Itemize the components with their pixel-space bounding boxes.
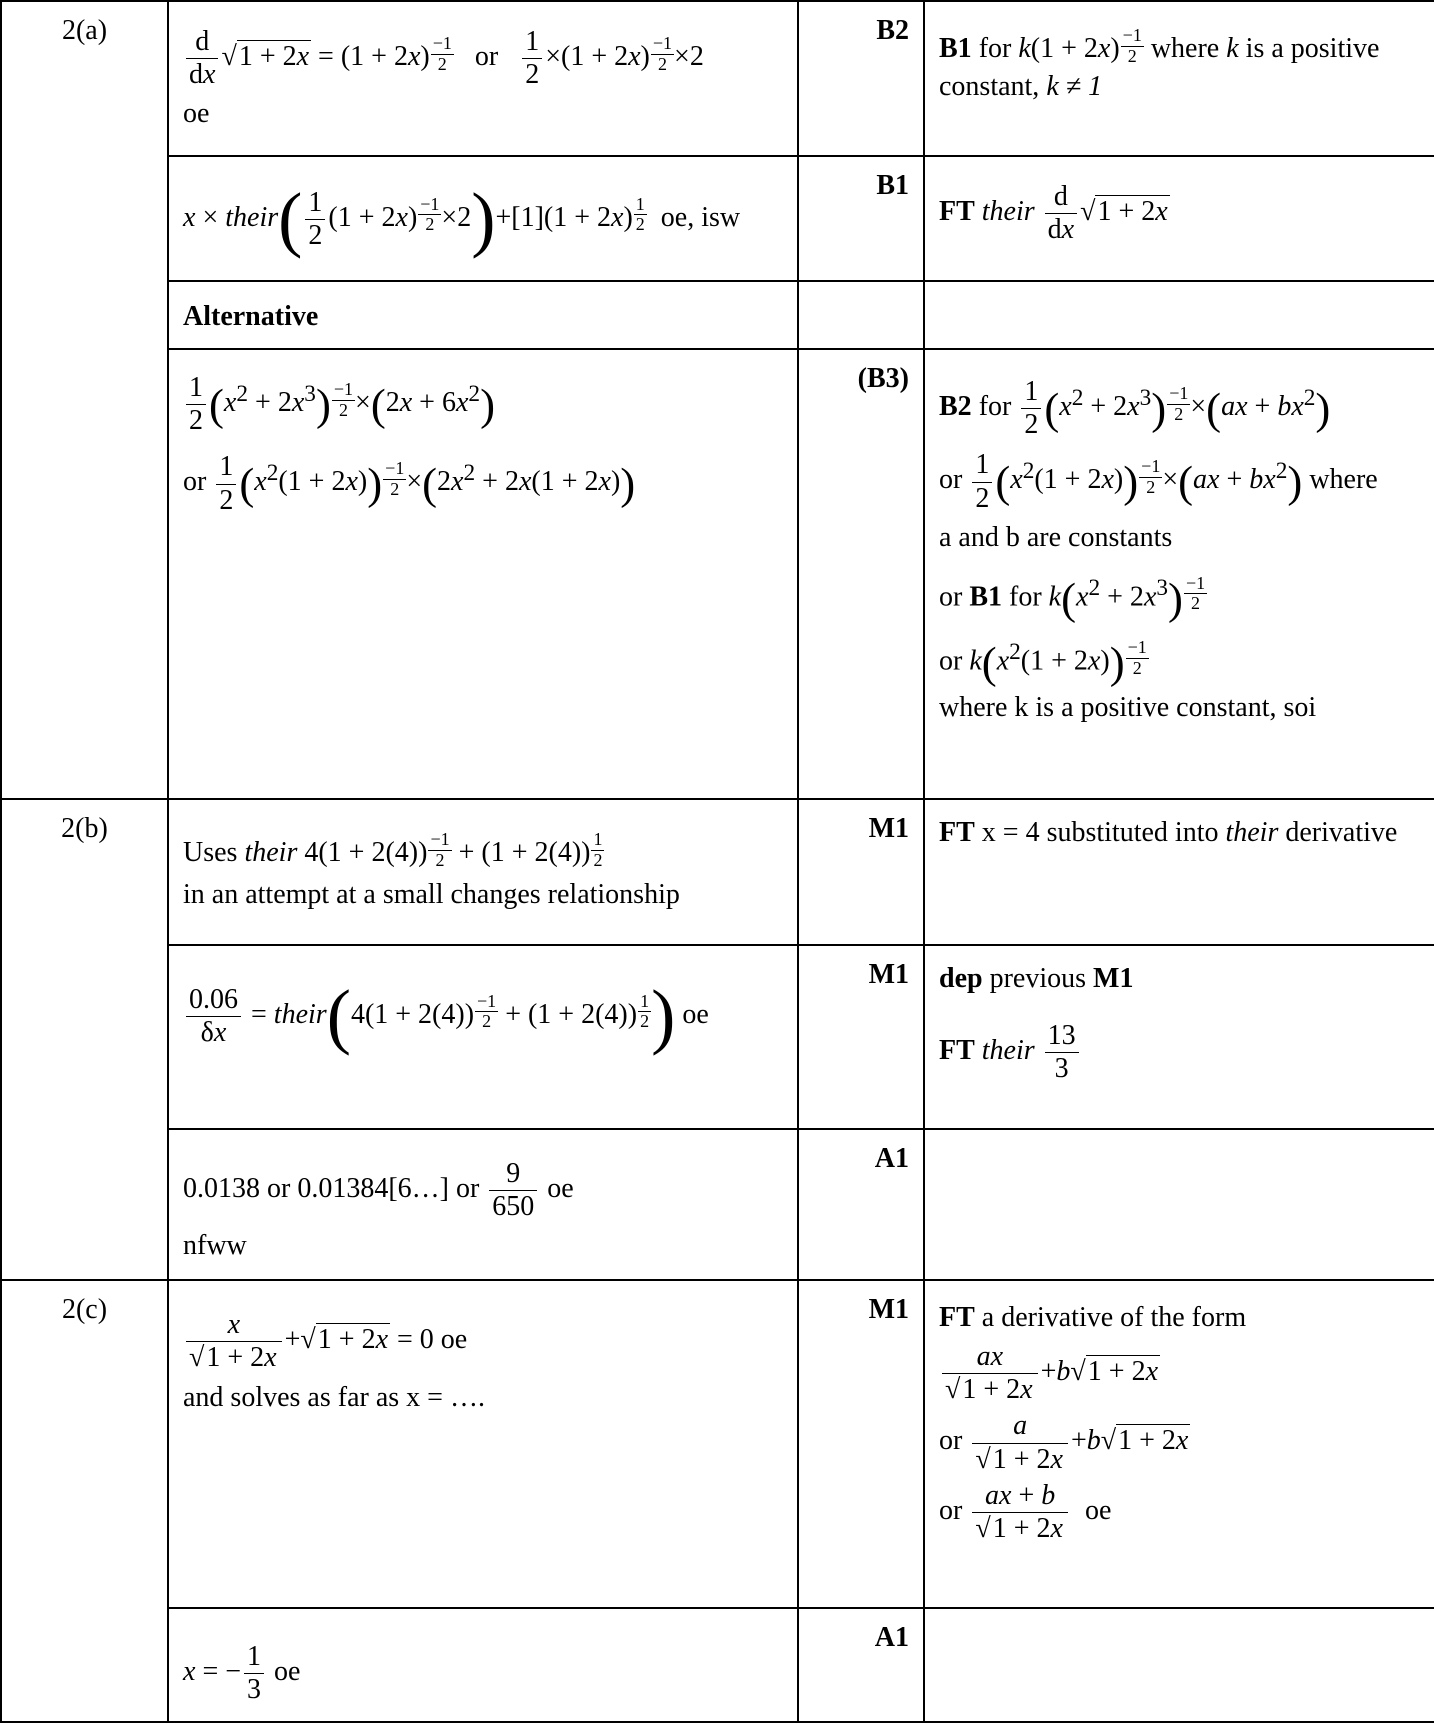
table-row: [1, 799, 1434, 945]
table-row: [1, 1280, 1434, 1608]
answer-cell: x = − $\frac{1}{3}$ oe: [168, 1608, 798, 1721]
alternative-heading: Alternative: [183, 301, 319, 332]
mark-cell: (B3): [798, 349, 924, 799]
answer-cell: 0.0138 or 0.01384[6…] or $\frac{9}{650}$ oe nfww: [168, 1129, 798, 1280]
guidance-cell: B1 for k(1 + 2x) $\frac{-1}{2}$ where k is a positive constant, k ≠ 1: [924, 1, 1434, 156]
guidance-cell: dep previous M1 FT their $\frac{13}{3}$: [924, 945, 1434, 1129]
guidance-cell: FT a derivative of the form $\frac{ax}{√1 + 2x}$ +b√1 + 2x or $\frac{a}{√1 + 2x}$ +b√1 + 2x or $\frac{ax + b}{√1 + 2x}$ oe: [924, 1280, 1434, 1608]
mark-cell: B1: [798, 156, 924, 281]
question-number: 2(a): [1, 1, 168, 799]
table-row: [1, 1, 1434, 156]
answer-cell: $\frac{d}{dx}$ √1 + 2x = (1 + 2x) $\frac{-1}{2}$ or $\frac{1}{2}$ ×(1 + 2x) $\frac{-1}{2}$ ×2 oe: [168, 1, 798, 156]
guidance-label: B1: [939, 33, 972, 65]
guidance-cell: [924, 1608, 1434, 1721]
answer-cell: $\frac{1}{2}$ $(x^2 + 2x^3)$ $\frac{-1}{2}$ $\times(2x + 6x^2)$ or $\frac{1}{2}$ $(x^2(1 + 2x))$ $\frac{-1}{2}$ $\times(2x^2 + 2x(1 + 2x))$: [168, 349, 798, 799]
mark-cell: [798, 281, 924, 349]
mark-cell: B2: [798, 1, 924, 156]
guidance-cell: B2 for $\frac{1}{2}$ $(x^2 + 2x^3)$ $\frac{-1}{2}$ $\times(ax + bx^2)$ or $\frac{1}{2}$ $(x^2(1 + 2x))$ $\frac{-1}{2}$ $\times(ax + bx^2)$ where a and b are constants or B1 for $k(x^2 + 2x^3)$ $\frac{-1}{2}$ or $k(x^2(1 + 2x))$ $\frac{-1}{2}$ where k is a positive constant, soi: [924, 349, 1434, 799]
mark-cell: M1: [798, 799, 924, 945]
answer-cell: [168, 281, 798, 349]
table-row: [1, 945, 1434, 1129]
mark-cell: M1: [798, 945, 924, 1129]
table-row: [1, 1129, 1434, 1280]
answer-cell: Uses their 4(1 + 2(4)) $\frac{-1}{2}$ + (1 + 2(4)) $\frac{1}{2}$ in an attempt at a small changes relationship: [168, 799, 798, 945]
answer-suffix: oe, isw: [660, 201, 741, 233]
table-row: [1, 349, 1434, 799]
mark-cell: M1: [798, 1280, 924, 1608]
answer-oe: oe: [183, 98, 210, 130]
mark-cell: A1: [798, 1129, 924, 1280]
table-row: [1, 156, 1434, 281]
guidance-cell: FT their $\frac{d}{dx}$ √1 + 2x: [924, 156, 1434, 281]
answer-cell: $\frac{x}{√1 + 2x}$ +√1 + 2x = 0 oe and solves as far as x = ….: [168, 1280, 798, 1608]
question-number: 2(b): [1, 799, 168, 1280]
question-number: 2(c): [1, 1280, 168, 1721]
guidance-cell: [924, 281, 1434, 349]
guidance-cell: [924, 1129, 1434, 1280]
answer-cell: x × their( $\frac{1}{2}$ (1 + 2x) $\frac{-1}{2}$ ×2)+[1](1 + 2x) $\frac{1}{2}$ oe, isw: [168, 156, 798, 281]
table-row: [1, 281, 1434, 349]
table-row: [1, 1608, 1434, 1721]
guidance-cell: FT x = 4 substituted into their derivative: [924, 799, 1434, 945]
answer-cell: $\frac{0.06}{\delta x}$ = their(4(1 + 2(4)) $\frac{-1}{2}$ + (1 + 2(4)) $\frac{1}{2}$ ) oe: [168, 945, 798, 1129]
mark-cell: A1: [798, 1608, 924, 1721]
